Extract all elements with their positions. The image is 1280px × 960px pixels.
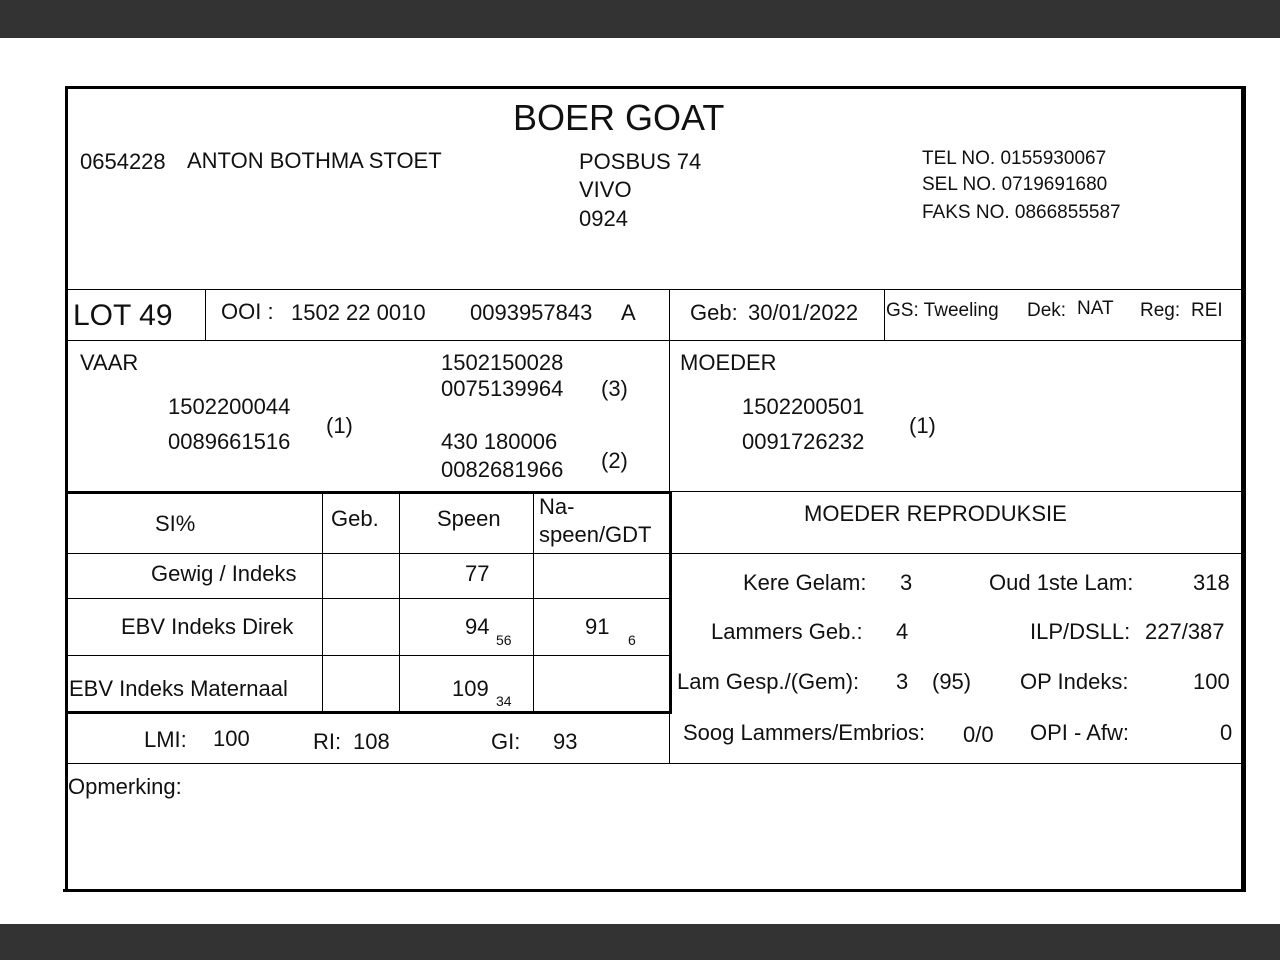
summary-bottom-border [65,763,1244,764]
row-gewig-speen: 77 [465,561,490,586]
soog-value: 0/0 [963,722,994,747]
ooi-label: OOI : [221,299,274,324]
gesp-label: Lam Gesp./(Gem): [677,669,860,694]
lmi-value: 100 [213,726,250,751]
sire-mark: (1) [326,413,353,438]
indices-col-divider-3 [533,494,534,711]
lammers-value: 4 [896,619,909,644]
reg-label: Reg: [1140,300,1181,321]
address-line-3: 0924 [579,206,628,231]
oud-label: Oud 1ste Lam: [989,570,1134,595]
vaar-label: VAAR [80,350,139,375]
lot-card-page [0,38,1280,924]
naspeen-header-line2: speen/GDT [539,522,652,547]
sire-sire-id: 0075139964 [441,376,564,401]
gi-value: 93 [553,729,578,754]
opi-label: OPI - Afw: [1030,720,1130,745]
ri-value: 108 [353,729,390,754]
dek-label: Dek: [1027,300,1067,321]
geb-header: Geb. [331,506,379,531]
gesp-value: 3 [896,669,909,694]
sire-dam-reg: 430 180006 [441,429,558,454]
indices-col-divider-1 [322,494,323,711]
faks-number: FAKS NO. 0866855587 [922,202,1121,223]
card-border-right [1241,86,1246,892]
sire-dam-id: 0082681966 [441,457,564,482]
bottom-frame-bar [0,924,1280,960]
dam-id: 0091726232 [742,429,865,454]
indices-right-border [669,491,672,714]
oud-value: 318 [1193,570,1230,595]
geb-label: Geb: [690,300,738,325]
tel-number: TEL NO. 0155930067 [922,148,1107,169]
moeder-label: MOEDER [680,350,777,375]
card-title: BOER GOAT [513,97,725,138]
row-gewig-label: Gewig / Indeks [151,561,297,586]
dam-reg: 1502200501 [742,394,865,419]
indices-top-border [65,491,672,494]
row-maternaal-speen-sub: 34 [496,693,512,709]
reg-value: REI [1191,300,1223,321]
row-direk-speen-sub: 56 [496,632,512,648]
lammers-label: Lammers Geb.: [711,619,863,644]
address-line-1: POSBUS 74 [579,149,702,174]
sire-reg: 1502200044 [168,394,291,419]
opi-value: 0 [1220,720,1233,745]
row-maternaal-speen: 109 [452,676,489,701]
top-frame-bar [0,0,1280,38]
dek-value: NAT [1077,298,1114,319]
indices-row-divider-3 [65,655,670,656]
row-direk-label: EBV Indeks Direk [121,614,294,639]
dam-mark: (1) [909,413,936,438]
ooi-id: 0093957843 [470,300,593,325]
ri-label: RI: [313,729,342,754]
lot-row-bottom-border [65,340,1244,341]
kere-label: Kere Gelam: [743,570,867,595]
row-direk-naspeen-sub: 6 [628,632,636,648]
breeder-name: ANTON BOTHMA STOET [187,148,442,173]
row-direk-naspeen: 91 [585,614,610,639]
breeder-id: 0654228 [80,149,166,174]
gem-value: (95) [932,669,972,694]
card-border-left [65,86,68,892]
si-header: SI% [155,511,196,536]
sire-dam-mark: (2) [601,448,628,473]
indices-bottom-border [65,711,672,714]
op-value: 100 [1193,669,1230,694]
lot-divider-3 [884,289,885,341]
indices-row-divider-2 [65,598,670,599]
card-border-bottom [63,889,1246,892]
op-label: OP Indeks: [1020,669,1129,694]
remark-label: Opmerking: [68,774,182,799]
sire-sire-mark: (3) [601,376,628,401]
address-line-2: VIVO [579,177,632,202]
lmi-label: LMI: [144,727,187,752]
row-maternaal-label: EBV Indeks Maternaal [69,676,288,701]
sel-number: SEL NO. 0719691680 [922,174,1108,195]
lot-number: LOT 49 [73,299,173,332]
reproduction-title: MOEDER REPRODUKSIE [804,501,1067,526]
naspeen-header-line1: Na- [539,494,575,519]
card-border-top [65,86,1246,89]
reproduction-top-border [669,491,1244,492]
ooi-number: 1502 22 0010 [291,300,426,325]
geb-date: 30/01/2022 [748,300,859,325]
ilp-value: 227/387 [1145,619,1225,644]
sire-id: 0089661516 [168,429,291,454]
soog-label: Soog Lammers/Embrios: [683,720,926,745]
kere-value: 3 [900,570,913,595]
gs-type: GS: Tweeling [886,300,999,321]
lot-divider-1 [205,289,206,341]
gi-label: GI: [491,729,521,754]
ilp-label: ILP/DSLL: [1030,619,1131,644]
row-direk-speen: 94 [465,614,490,639]
lot-row-top-border [65,289,1244,290]
ooi-grade: A [621,300,636,325]
indices-row-divider-1 [65,553,1244,554]
lot-divider-2 [669,289,670,341]
speen-header: Speen [437,506,501,531]
indices-col-divider-2 [399,494,400,711]
sire-sire-reg: 1502150028 [441,350,564,375]
